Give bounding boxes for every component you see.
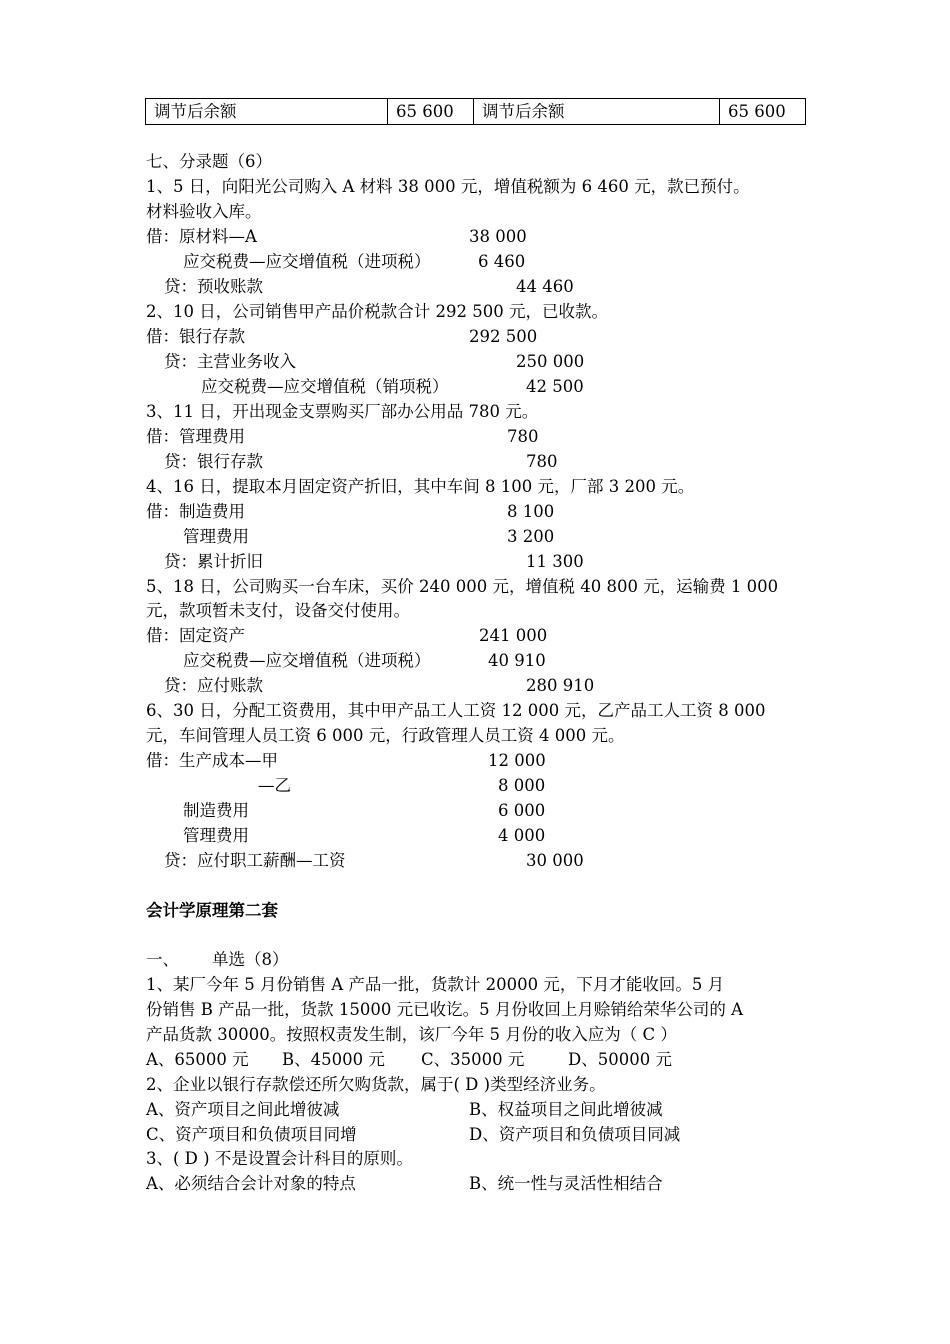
text-line: 44 460 bbox=[516, 277, 574, 296]
text-line: 单选（8） bbox=[212, 950, 289, 969]
text-line: 产品货款 30000。按照权责发生制，该厂今年 5 月份的收入应为（ C ） bbox=[146, 1025, 677, 1044]
text-line: B、统一性与灵活性相结合 bbox=[469, 1174, 663, 1193]
text-line: 6 460 bbox=[478, 252, 526, 271]
text-line: 贷：累计折旧 bbox=[164, 552, 263, 571]
text-line: D、50000 元 bbox=[568, 1050, 672, 1069]
text-line: 应交税费—应交增值税（进项税） bbox=[183, 252, 431, 271]
text-line: C、35000 元 bbox=[421, 1050, 525, 1069]
text-line: B、权益项目之间此增彼减 bbox=[469, 1100, 663, 1119]
adjusted-balance-label-right: 调节后余额 bbox=[474, 99, 720, 125]
text-line: 780 bbox=[507, 427, 539, 446]
text-line: 4、16 日，提取本月固定资产折旧，其中车间 8 100 元，厂部 3 200 元。 bbox=[146, 477, 695, 496]
text-line: A、65000 元 bbox=[146, 1050, 249, 1069]
text-line: 贷：应付账款 bbox=[164, 676, 263, 695]
text-line: 元，款项暂未支付，设备交付使用。 bbox=[146, 601, 410, 620]
text-line: 292 500 bbox=[469, 327, 538, 346]
text-line: 制造费用 bbox=[183, 801, 249, 820]
text-line: 借：原材料—A bbox=[146, 227, 257, 246]
text-line: 管理费用 bbox=[183, 527, 249, 546]
text-line: 40 910 bbox=[488, 651, 546, 670]
text-line: C、资产项目和负债项目同增 bbox=[146, 1125, 357, 1144]
text-line: 6、30 日，分配工资费用，其中甲产品工人工资 12 000 元，乙产品工人工资 8 000 bbox=[146, 701, 766, 720]
section-heading: 会计学原理第二套 bbox=[146, 901, 278, 920]
text-line: 贷：银行存款 bbox=[164, 452, 263, 471]
text-line: B、45000 元 bbox=[282, 1050, 385, 1069]
adjusted-balance-amount-left: 65 600 bbox=[388, 99, 474, 125]
text-line: 11 300 bbox=[526, 552, 584, 571]
text-line: 2、企业以银行存款偿还所欠购货款，属于( D )类型经济业务。 bbox=[146, 1075, 606, 1094]
text-line: 5、18 日，公司购买一台车床，买价 240 000 元，增值税 40 800 元，运输费 1 000 bbox=[146, 577, 779, 596]
text-line: 38 000 bbox=[469, 227, 527, 246]
text-line: 3 200 bbox=[507, 527, 555, 546]
balance-adjustment-table bbox=[145, 98, 806, 125]
text-line: A、资产项目之间此增彼减 bbox=[146, 1100, 340, 1119]
text-line: 贷：应付职工薪酬—工资 bbox=[164, 851, 346, 870]
text-line: 241 000 bbox=[479, 626, 548, 645]
text-line: 管理费用 bbox=[183, 826, 249, 845]
text-line: 250 000 bbox=[516, 352, 585, 371]
text-line: 1、5 日，向阳光公司购入 A 材料 38 000 元，增值税额为 6 460 元，款已预付。 bbox=[146, 177, 750, 196]
text-line: 贷：主营业务收入 bbox=[164, 352, 296, 371]
text-line: 12 000 bbox=[488, 751, 546, 770]
text-line: 1、某厂今年 5 月份销售 A 产品一批，货款计 20000 元，下月才能收回。5 月 bbox=[146, 975, 725, 994]
text-line: 材料验收入库。 bbox=[146, 202, 262, 221]
text-line: A、必须结合会计对象的特点 bbox=[146, 1174, 356, 1193]
text-line: 42 500 bbox=[526, 377, 584, 396]
adjusted-balance-amount-right: 65 600 bbox=[720, 99, 806, 125]
text-line: 8 000 bbox=[498, 776, 546, 795]
text-line: D、资产项目和负债项目同减 bbox=[469, 1125, 681, 1144]
text-line: 4 000 bbox=[498, 826, 546, 845]
text-line: 3、( D ) 不是设置会计科目的原则。 bbox=[146, 1149, 413, 1168]
adjusted-balance-label-left: 调节后余额 bbox=[146, 99, 388, 125]
text-line: 3、11 日，开出现金支票购买厂部办公用品 780 元。 bbox=[146, 402, 539, 421]
text-line: 借：生产成本—甲 bbox=[146, 751, 278, 770]
text-line: 2、10 日，公司销售甲产品价税款合计 292 500 元，已收款。 bbox=[146, 302, 608, 321]
text-line: —乙 bbox=[258, 776, 291, 795]
text-line: 七、分录题（6） bbox=[146, 152, 272, 171]
text-line: 借：银行存款 bbox=[146, 327, 245, 346]
table-row bbox=[146, 99, 806, 125]
text-line: 贷：预收账款 bbox=[164, 277, 263, 296]
text-line: 应交税费—应交增值税（销项税） bbox=[201, 377, 449, 396]
text-line: 借：固定资产 bbox=[146, 626, 245, 645]
text-line: 一、 bbox=[146, 950, 179, 969]
text-line: 元，车间管理人员工资 6 000 元，行政管理人员工资 4 000 元。 bbox=[146, 726, 625, 745]
text-line: 6 000 bbox=[498, 801, 546, 820]
text-line: 应交税费—应交增值税（进项税） bbox=[183, 651, 431, 670]
text-line: 280 910 bbox=[526, 676, 595, 695]
text-line: 借：制造费用 bbox=[146, 502, 245, 521]
text-line: 借：管理费用 bbox=[146, 427, 245, 446]
text-line: 30 000 bbox=[526, 851, 584, 870]
text-line: 份销售 B 产品一批，货款 15000 元已收讫。5 月份收回上月赊销给荣华公司的 A bbox=[146, 1000, 743, 1019]
text-line: 780 bbox=[526, 452, 558, 471]
text-line: 8 100 bbox=[507, 502, 555, 521]
